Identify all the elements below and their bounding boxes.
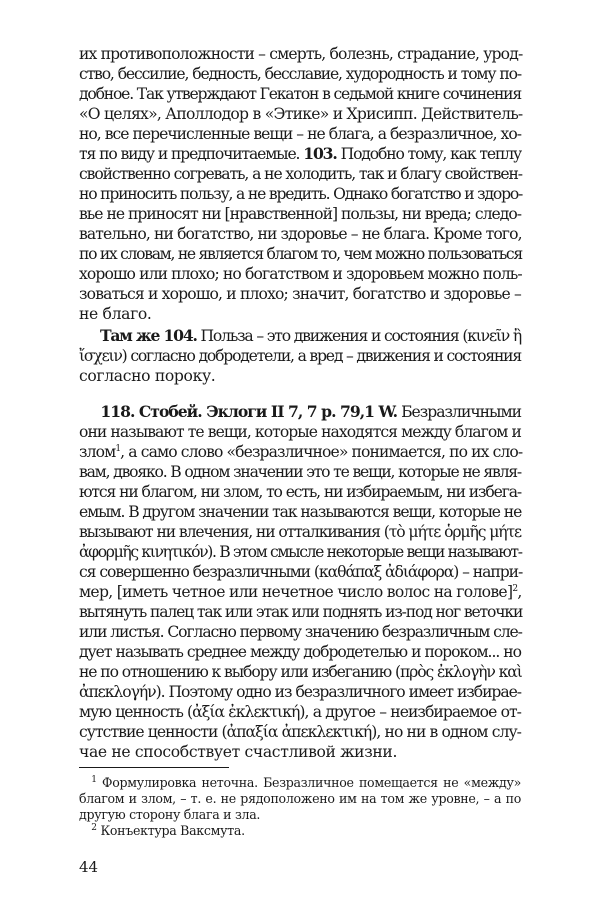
footnote-line: благом и злом, – т. е. не рядоположено им на том же уровне, – а по <box>79 791 521 806</box>
text-line: ἴσχειν) согласно добродетели, а вред – движения и состояния <box>79 347 521 365</box>
text-line: ство, бессилие, бедность, бесславие, худородность и тому по- <box>79 65 521 83</box>
footnote-marker[interactable]: 2 <box>512 583 518 594</box>
text-line <box>79 442 521 462</box>
text-segment: Конъектура Ваксмута. <box>96 823 245 838</box>
page-number: 44 <box>79 858 99 876</box>
text-line: дует называть среднее между добродетелью и пороком... но <box>79 643 521 661</box>
footnote-number: 2 <box>91 822 97 833</box>
text-segment: Формулировка неточна. Безразличное помещается не «между» <box>96 775 521 790</box>
text-line <box>79 326 521 346</box>
text-line: ся совершенно безразличными (καθάπαξ ἀδιάφορα) – напри- <box>79 563 523 581</box>
text-segment: , <box>517 583 522 601</box>
text-segment: Польза – это движения и состояния (κινεῖν ἢ <box>196 327 521 345</box>
text-line: хорошо или плохо; но богатством и здоровьем можно поль- <box>79 265 522 283</box>
text-line <box>79 402 521 422</box>
text-line: чае не способствует счастливой жизни. <box>79 743 398 761</box>
text-line: ἀπεκλογήν). Поэтому одно из безразличного имеет избирае- <box>79 683 521 701</box>
text-line: согласно пороку. <box>79 367 216 385</box>
text-line: их противоположности – смерть, болезнь, страдание, урод- <box>79 45 523 63</box>
text-line: свойственно согревать, а не холодить, так и благу свойствен- <box>79 165 522 183</box>
text-segment: злом <box>79 443 116 461</box>
footnote-number: 1 <box>91 774 97 785</box>
text-line: не по отношению к выбору или избеганию (πρὸς ἐκλογὴν καὶ <box>79 663 522 681</box>
text-line: по их словам, не является благом то, чем можно пользоваться <box>79 245 522 263</box>
footnote-divider <box>79 767 229 768</box>
text-segment: тя по виду и предпочитаемые. <box>79 145 304 163</box>
text-line: не благо. <box>79 305 152 323</box>
text-line: зоваться и хорошо, и плохо; значит, богатство и здоровье – <box>79 285 521 303</box>
footnote-line <box>79 775 521 791</box>
text-line: мую ценность (ἀξία ἐκλεκτική), а другое – неизбираемое от- <box>79 703 521 721</box>
footnote-marker[interactable]: 1 <box>115 443 121 454</box>
text-line: но приносить пользу, а не вредить. Однако богатство и здоро- <box>79 185 523 203</box>
source-reference: 118. Стобей. Эклоги II 7, 7 p. 79,1 W. <box>100 402 398 421</box>
text-line: ἀφορμῆς κινητικόν). В этом смысле некоторые вещи называют- <box>79 543 522 561</box>
text-line: или листья. Согласно первому значению безразличным сле- <box>79 623 522 641</box>
text-segment: Подобно тому, как теплу <box>336 145 521 163</box>
source-reference: Там же 104. <box>100 326 197 345</box>
text-line <box>79 144 521 164</box>
text-line: емым. В другом значении так называются вещи, которые не <box>79 503 522 521</box>
text-line: добное. Так утверждают Гекатон в седьмой книге сочинения <box>79 85 521 103</box>
text-segment: мер, [иметь четное или нечетное число волос на голове] <box>79 583 513 601</box>
text-line: но, все перечисленные вещи – не блага, а безразличное, хо- <box>79 125 521 143</box>
text-segment: Безразличными <box>397 403 521 421</box>
section-number: 103. <box>303 144 337 163</box>
footnote-line: другую сторону блага и зла. <box>79 807 261 822</box>
footnote-line <box>79 823 521 839</box>
text-line <box>79 582 521 602</box>
text-line: вательно, ни богатство, ни здоровье – не блага. Кроме того, <box>79 225 522 243</box>
text-line: вье не приносят ни [нравственной] пользы, ни вреда; следо- <box>79 205 521 223</box>
text-line: «О целях», Аполлодор в «Этике» и Хрисипп. Действитель- <box>79 105 523 123</box>
text-line: они называют те вещи, которые находятся между благом и <box>79 423 521 441</box>
text-line: вызывают ни влечения, ни отталкивания (τὸ μήτε ὁρμῆς μήτε <box>79 523 521 541</box>
text-line: ются ни благом, ни злом, то есть, ни избираемым, ни избега- <box>79 483 521 501</box>
text-line: вам, двояко. В одном значении это те вещи, которые не явля- <box>79 463 521 481</box>
text-line: сутствие ценности (ἀπαξία ἀπεκλεκτική), но ни в одном слу- <box>79 723 521 741</box>
text-segment: , а само слово «безразличное» понимается, по их сло- <box>120 443 523 461</box>
text-line: вытянуть палец так или этак или поднять из-под ног веточки <box>79 603 523 621</box>
